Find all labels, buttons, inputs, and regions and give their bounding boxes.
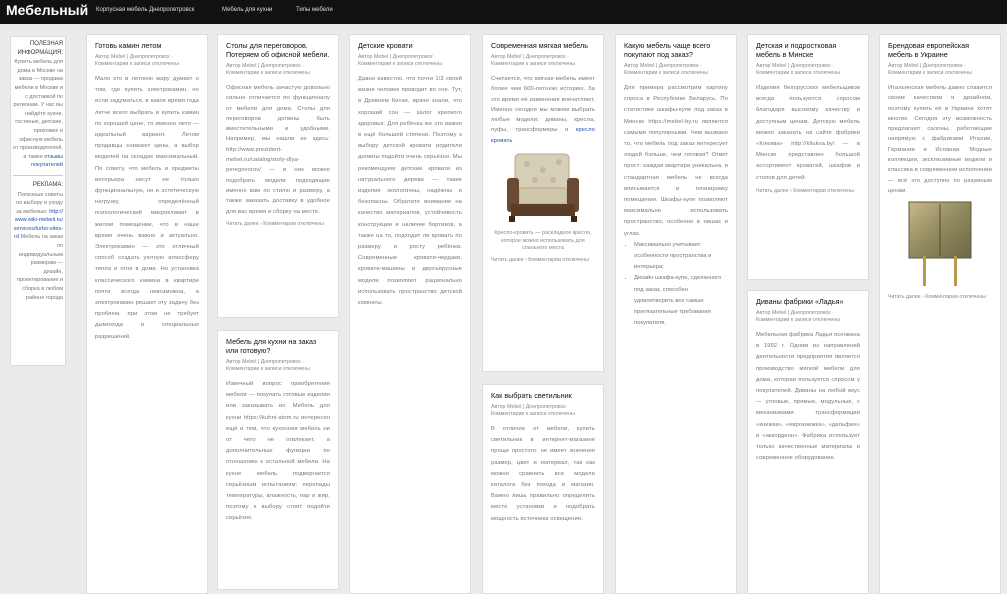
sidebar-info-block bbox=[13, 40, 63, 170]
post-title[interactable]: Готовь камин летом bbox=[95, 41, 162, 50]
post-meta: Автор Mebel | Днепропетровск · Комментарии к записи отключены bbox=[491, 54, 575, 67]
sidebar-ad-text: Полезные советы по выбору и уходу за мебелью: bbox=[16, 191, 63, 215]
list-item: • Дизайн шкафа-купе, сделанного под заказ, способен удовлетворить все самые притязательные требования покупателя. bbox=[634, 273, 728, 329]
sidebar-info-text: Купить мебель для дома в Москве на заказ — продажа мебели в Москве и с доставкой по регионам. У нас вы найдёте кухни, гостиные, детские, прихожие и офисную мебель от производителей, а также bbox=[13, 59, 63, 160]
post-excerpt-text: Считается, что мягкая мебель имеет более чем 600-летнюю историю. За это время её изменения впечатляют. Именно сегодня мы можем выбрать любые модели: диваны, кресла, пуфы, трансформеры и bbox=[491, 76, 595, 134]
post-excerpt: Изделия белорусских мебельщиков всегда пользуются спросом благодаря высокому качеству и доступным ценам. Детскую мебель можно заказать на сайте фабрики «Клюква» http://kliukva.by/ — в Минске представлен большой ассортимент кроватей, шкафов и столов для детей. bbox=[756, 85, 860, 181]
post-title[interactable]: Детские кровати bbox=[358, 41, 413, 50]
post-title[interactable]: Какую мебель чаще всего покупают под заказ? bbox=[624, 41, 711, 59]
post-card bbox=[482, 34, 604, 372]
post-excerpt: Для примера рассмотрим картину спроса в Республике Беларусь. По статистике шкафы-купе под заказ в Минске https://mebel-by.ru являются самыми популярными. Чем вызвано то, что мебель под заказ интересует людей больше, чем готовая? Ответ прост: каждая квартира уникальна, и стандартная мебель не всегда вписывается в планировку помещения. Шкафы-купе позволяют максимально использовать пространство, особенно в нишах и углах. bbox=[624, 85, 728, 237]
post-card bbox=[879, 34, 1001, 594]
post-meta: Автор Mebel | Днепропетровск · Комментарии к записи отключены bbox=[358, 54, 442, 67]
post-card bbox=[615, 34, 737, 594]
post-title[interactable]: Брендовая европейская мебель в Украине bbox=[888, 41, 969, 59]
post-card bbox=[747, 34, 869, 280]
top-bar bbox=[0, 0, 1007, 24]
sidebar-ad-link[interactable]: http://www.wiki-mebeli.ru/services/turbo-sites-rd bbox=[13, 208, 63, 241]
nav-item-corpus-furniture[interactable]: Корпусная мебель Днепропетровск bbox=[96, 7, 195, 13]
sidebar bbox=[10, 36, 66, 366]
post-title[interactable]: Современная мягкая мебель bbox=[491, 41, 588, 50]
post-excerpt: Мебельная фабрика Ладья основана в 1992 г. Одним из направлений деятельности предприятия является производство мягкой мебели для дома, которая пользуется спросом у покупателей. Диваны на любой вкус — угловые, прямые, модульные, с механизмами трансформации «книжка», «еврокнижка», «дельфин» и «аккордеон». Фабрика использует только качественные материалы и современное оборудование. bbox=[756, 332, 860, 462]
post-title[interactable]: Как выбрать светильник bbox=[491, 391, 572, 400]
post-excerpt: В отличие от мебели, купить светильник в интернет-магазине проще простого: не имеет значения размер, цвет и материал, так как можно сравнить все модели каталога без похода в магазин. Важно лишь правильно определить место установки и подобрать мощность источника освещения. bbox=[491, 426, 595, 522]
post-meta: Автор Mebel | Днепропетровск · Комментарии к записи отключены bbox=[95, 54, 179, 67]
post-meta: Автор Mebel | Днепропетровск · Комментарии к записи отключены bbox=[226, 63, 310, 76]
nav-item-furniture-types[interactable]: Типы мебели bbox=[296, 7, 333, 13]
post-excerpt: Итальянская мебель давно славится своим качеством и дизайном, поэтому купить её в Украине хотят многие. Сегодня эту возможность предлагают салоны, работающие напрямую с фабриками Италии, Германии и Испании. Модные коллекции, эксклюзивные модели и классика в современном исполнении — всё это доступно по разумным ценам. bbox=[888, 85, 992, 194]
sidebar-ad-title: РЕКЛАМА: bbox=[32, 181, 63, 188]
post-title[interactable]: Детская и подростковая мебель в Минске bbox=[756, 41, 837, 59]
armchair-bed-image bbox=[501, 148, 585, 226]
post-card bbox=[349, 34, 471, 594]
post-excerpt: Давно известно, что почти 1/3 своей жизни человек проводит во сне. Тут, в Древнем Китае, врачи знали, что хороший сон — залог крепкого здоровья. Для ребёнка же это важно в ещё большей степени. Поэтому к выбору детской кровати родители должны подойти очень серьёзно. Мы рекомендуем детские кровати из натурального дерева — такие изделия экологичны, надёжны и безопасны. Обратите внимание на качество материалов, устойчивость конструкции и наличие бортиков, а также на то, подходит ли кровать по размеру и росту ребёнка. Современные кровати-чердаки, кровати-машины и двухъярусные модели позволяют рационально использовать пространство детской комнаты. bbox=[358, 76, 462, 307]
post-title[interactable]: Мебель для кухни на заказ или готовую? bbox=[226, 337, 317, 355]
post-card bbox=[86, 34, 208, 594]
sidebar-ad-block bbox=[13, 181, 63, 302]
post-meta: Автор Mebel | Днепропетровск · Комментарии к записи отключены bbox=[756, 310, 840, 323]
post-title[interactable]: Диваны фабрики «Ладья» bbox=[756, 297, 844, 306]
post-meta: Автор Mebel | Днепропетровск · Комментарии к записи отключены bbox=[491, 404, 575, 417]
post-read-more[interactable]: Читать далее › Комментарии отключены bbox=[491, 256, 589, 263]
post-excerpt bbox=[491, 74, 595, 146]
post-meta: Автор Mebel | Днепропетровск · Комментарии к записи отключены bbox=[226, 359, 310, 372]
site-logo[interactable]: Мебельный bbox=[6, 2, 89, 18]
list-item: • Максимально учитывает особенности пространства и интерьера; bbox=[634, 240, 728, 274]
post-card bbox=[747, 290, 869, 594]
nav-item-kitchen-furniture[interactable]: Мебель для кухни bbox=[222, 7, 273, 13]
post-excerpt: Офисная мебель зачастую довольно сильно отличается по функционалу от мебели для дома. Столы для переговоров должны быть вместительными и удобными. Например, мы нашли их здесь: http://www.prezident-mebel.ru/catalog/stoly-dlya-peregovorov/ — в них можно подобрать модели подходящие именно вам по стилю и размеру, а также заказать доставку в удобное для вас время и сборку на месте. bbox=[226, 85, 330, 215]
post-meta: Автор Mebel | Днепропетровск · Комментарии к записи отключены bbox=[888, 63, 972, 76]
sidebar-ad-text-2: Мебель на заказ по индивидуальным размерам — дизайн, проектирование и сборка в любом районе города bbox=[16, 234, 63, 301]
post-read-more[interactable]: Читать далее › Комментарии отключены bbox=[888, 294, 986, 301]
cabinet-image bbox=[903, 198, 977, 290]
post-meta: Автор Mebel | Днепропетровск · Комментарии к записи отключены bbox=[624, 63, 708, 76]
image-caption: Кресло-кровать — раскладное кресло, которое можно использовать для спального места bbox=[494, 230, 592, 252]
sidebar-info-title: ПОЛЕЗНАЯ ИНФОРМАЦИЯ: bbox=[17, 41, 63, 56]
post-meta: Автор Mebel | Днепропетровск · Комментарии к записи отключены bbox=[756, 63, 840, 76]
sidebar-info-link[interactable]: отзывы покупателей bbox=[31, 153, 63, 169]
post-excerpt: Извечный вопрос приобретения мебели — покупать готовые изделия или заказывать их. Мебель для кухни https://kuhni-atom.ru интересен ещё и тем, что кухонная мебель ни от чего не отвлекает, а дополнительные функции по отношению к остальной мебели. На кухне мебель подвергается серьёзным испытаниям: перепады температуры, влажность, пар и жир, поэтому к выбору стоит подойти серьёзно. bbox=[226, 381, 330, 522]
post-read-more[interactable]: Читать далее › Комментарии отключены bbox=[756, 187, 854, 194]
post-card bbox=[217, 34, 339, 318]
post-excerpt: Мало кто в летнюю жару думает о том, где купить электрокамин, но если задуматься, в какое время года легче всего выбрать и купить камин по хорошей цене, то именно лето — идеальный вариант. Летом продавцы снижают цены, а выбор моделей на складах максимальный. По совету, что мебель и предметы интерьера несут не только функциональную, но и эстетическую нагрузку, определённый психологический микроклимат в жилом помещении, что в наше время очень важно и актуально. Электрокамин — это отличный способ создать уютную атмосферу тепла и огня в доме. Но установка классического камина в квартире почти всегда невозможна, а электрокамин решает эту задачу без проблем, при этом не требует дымохода и специальных разрешений. bbox=[95, 76, 199, 340]
post-title[interactable]: Столы для переговоров. Потеряем об офисной мебели. bbox=[226, 41, 330, 59]
post-inline-link[interactable]: кресло кровать bbox=[491, 127, 595, 144]
post-card bbox=[217, 330, 339, 590]
post-card bbox=[482, 384, 604, 594]
sidebar-divider bbox=[13, 175, 63, 176]
post-read-more[interactable]: Читать далее › Комментарии отключены bbox=[226, 220, 324, 227]
post-bullet-list bbox=[624, 240, 728, 330]
